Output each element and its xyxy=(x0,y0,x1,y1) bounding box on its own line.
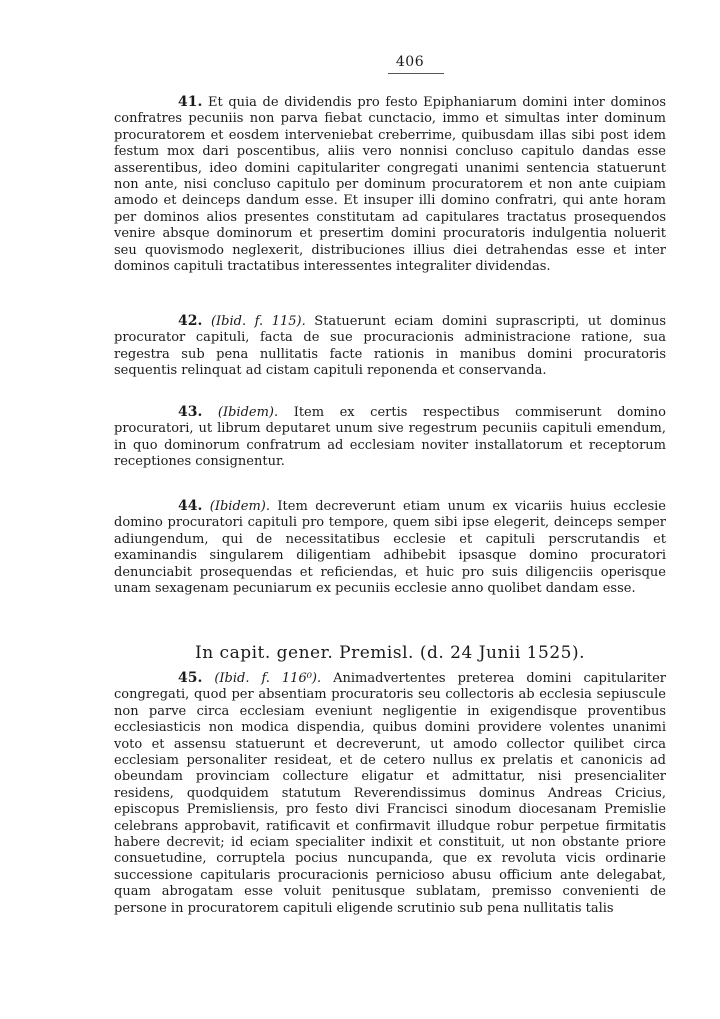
paragraph-43 xyxy=(114,404,666,471)
paragraph-number: 42. xyxy=(178,313,203,329)
page-number-rule xyxy=(388,73,444,74)
paragraph-text: Animadvertentes preterea domini capitulariter congregati, quod per absentiam procuratoris seu collectoris ab ecclesia sepiuscule non parve circa ecclesiam eveniunt negligentie in exigendisque proventibus ecclesiasticis non modica dispendia, quibus domini providere volentes unanimi voto et assensu statuerunt et decreverunt, ut amodo collector quilibet circa ecclesiam personaliter resideat, et de cetero nullus ex prelatis et canonicis ad obeundam provinciam collecture eligatur et admittatur, nisi presencialiter residens, quodquidem statutum Reverendissimus dominus Andreas Cricius, episcopus Premisliensis, pro festo divi Francisci sinodum diocesanam Premislie celebrans approbavit, ratificavit et confirmavit illudque robur perpetue firmitatis habere decrevit; id eciam specialiter indixit et constituit, ut non obstante priore consuetudine, corruptela pocius nuncupanda, que ex revoluta vicis ordinarie successione capitularis procuracionis pernicioso abusu officium ante delegabat, quam abrogatam esse voluit penitusque sublatam, premisso convenienti de persone in procuratorem capituli eligende scrutinio sub pena nullitatis talis xyxy=(114,671,666,916)
citation: (Ibidem). xyxy=(217,405,279,420)
paragraph-number: 41. xyxy=(178,94,203,110)
section-heading: In capit. gener. Premisl. (d. 24 Junii 1525). xyxy=(194,643,585,663)
paragraph-number: 43. xyxy=(178,404,203,420)
paragraph-41 xyxy=(114,94,666,275)
paragraph-text: Item decreverunt etiam unum ex vicariis huius ecclesie domino procuratori capituli pro tempore, quem sibi ipse elegerit, deinceps semper adiungendum, qui de necessitatibus ecclesie et capituli perscrutandis et examinandis singularem diligentiam adhibebit ipsasque domino procuratori denunciabit prosequendas et reficiendas, et huic pro suis diligenciis operisque unam sexagenam pecuniarum ex pecuniis ecclesie anno quolibet dandam esse. xyxy=(114,499,666,597)
paragraph-number: 44. xyxy=(178,498,203,514)
paragraph-45 xyxy=(114,670,666,917)
paragraph-text: Statuerunt eciam domini suprascripti, ut dominus procurator capituli, facta de sue procuracionis administracione ratione, sua regestra sub pena nullitatis facte rationis in manibus domini procuratoris sequentis relinquat ad cistam capituli reponenda et conservanda. xyxy=(114,314,667,379)
paragraph-text: Item ex certis respectibus commiserunt domino procuratori, ut librum deputaret unum sive regestrum pecuniis capituli emendum, in quo dominorum confratrum ad ecclesiam noviter installatorum et receptorum receptiones consignentur. xyxy=(114,405,666,470)
citation: (Ibid. f. 115). xyxy=(210,314,306,329)
paragraph-44 xyxy=(114,498,666,597)
paragraph-number: 45. xyxy=(178,670,203,686)
citation: (Ibidem). xyxy=(209,499,270,514)
paragraph-42 xyxy=(114,313,666,380)
page-number: 406 xyxy=(395,54,425,70)
paragraph-text: Et quia de dividendis pro festo Epiphaniarum domini inter dominos confratres pecuniis non parva fiebat cunctacio, immo et simultas inter dominum procuratorem et eosdem interveniebat creberrime, quibusdam illas sibi post idem festum mox dari poscentibus, aliis vero nonnisi concluso capitulo dandas esse asserentibus, ideo domini capitulariter congregati unanimi sentencia statuerunt non ante, nisi concluso capitulo per dominum procuratorem et non ante cuipiam amodo et deinceps dandum esse. Et insuper illi domino confratri, qui ante horam per dominos alios presentes constitutam ad capitulares tractatus prosequendos venire absque dominorum et presertim domini procuratoris indulgentia noluerit seu quovismodo neglexerit, distribuciones illius diei detrahendas esse et inter dominos capituli tractatibus interessentes integraliter dividendas. xyxy=(114,95,666,275)
citation: (Ibid. f. 116⁰). xyxy=(214,671,322,686)
